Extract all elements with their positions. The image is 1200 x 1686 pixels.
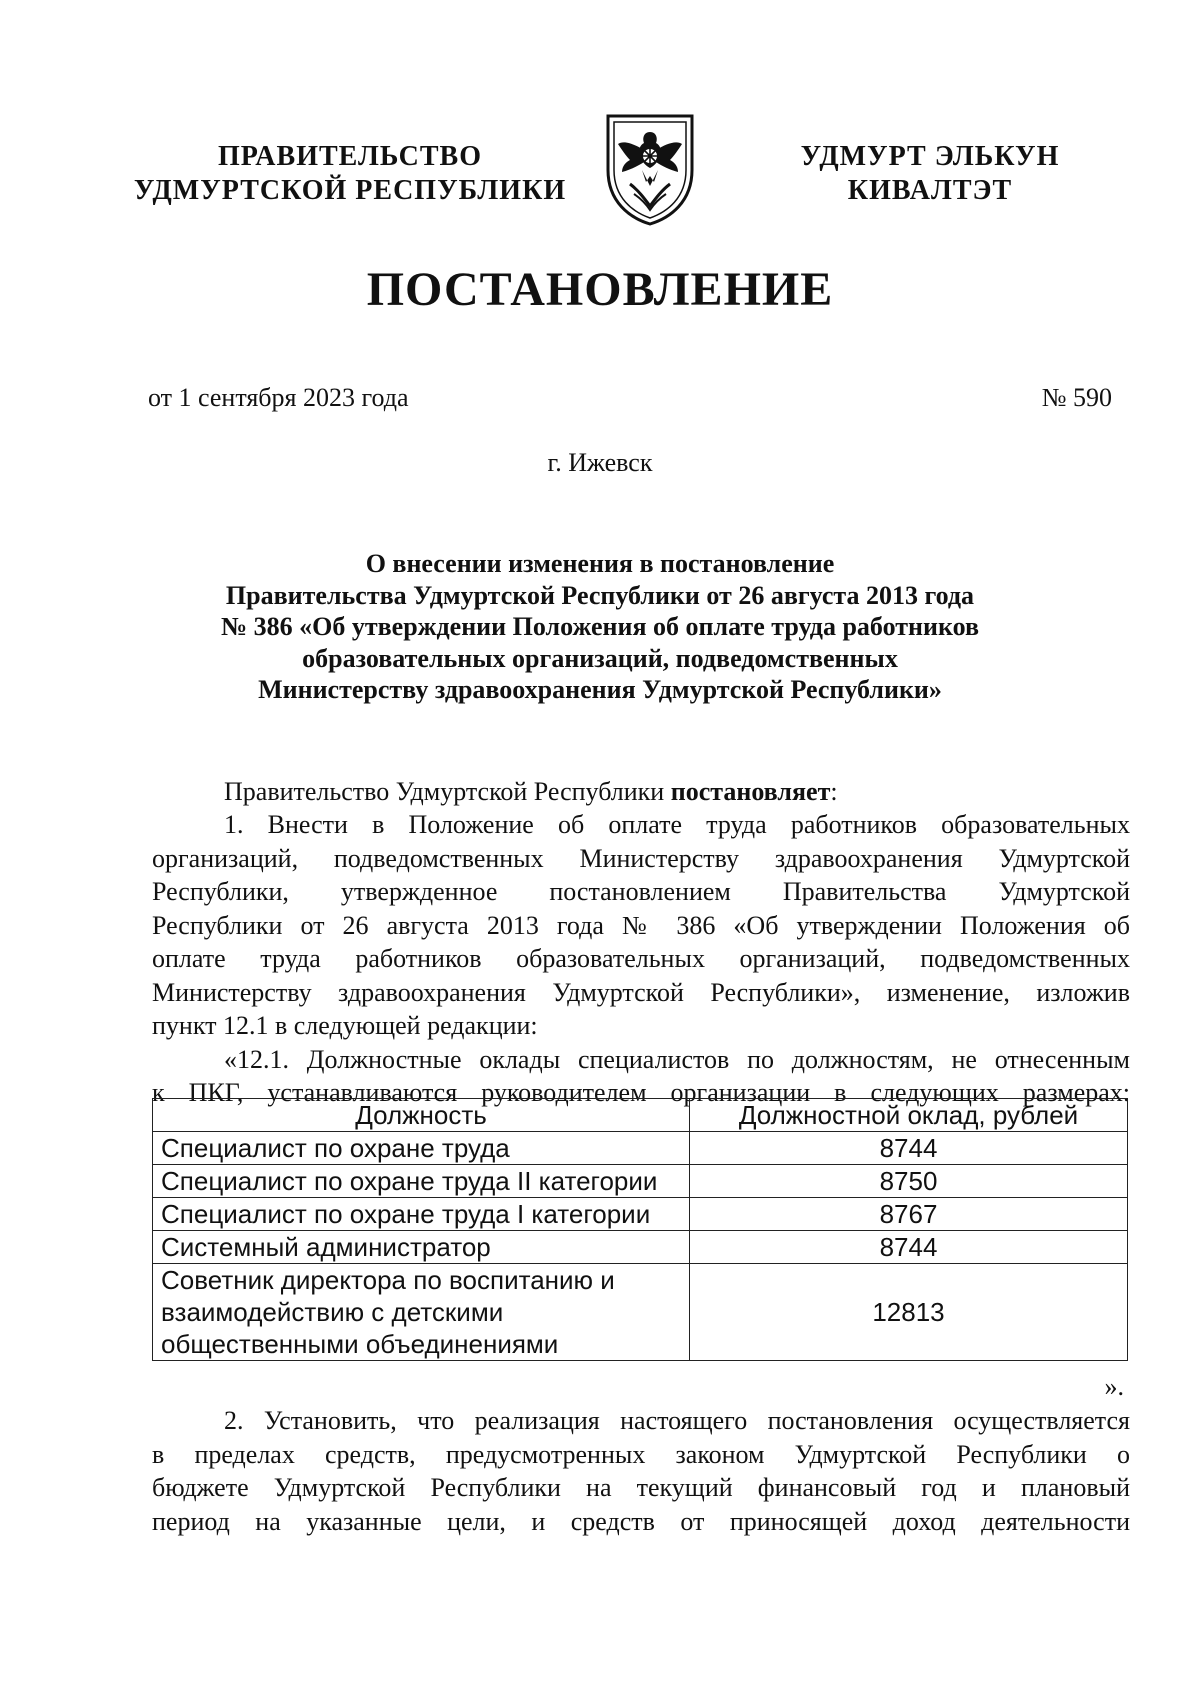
paragraph-line: к ПКГ, устанавливаются руководителем организации в следующих размерах: [152,1078,1130,1107]
udmurt-coat-of-arms-icon [600,110,700,226]
cell-position: Специалист по охране труда I категории [153,1198,690,1231]
intro-line [152,775,1130,809]
paragraph-line: Республики от 26 августа 2013 года № 386 «Об утверждении Положения об [152,910,1130,940]
cell-salary: 8744 [690,1231,1128,1264]
subject-line: Министерству здравоохранения Удмуртской Республики» [258,675,942,704]
cell-position-line: взаимодействию с детскими [161,1297,504,1327]
cell-salary: 8767 [690,1198,1128,1231]
paragraph-2 [152,1404,1130,1538]
paragraph-line: Министерству здравоохранения Удмуртской Республики», изменение, изложив [152,977,1130,1007]
government-name-line2: УДМУРТСКОЙ РЕСПУБЛИКИ [133,175,567,206]
table-row [153,1264,1128,1361]
cell-position: Специалист по охране труда II категории [153,1165,690,1198]
table-row [153,1132,1128,1165]
document-number: № 590 [1041,383,1112,412]
column-header-position: Должность [153,1099,690,1132]
cell-position: Специалист по охране труда [153,1132,690,1165]
table-row [153,1165,1128,1198]
paragraph-line: 2. Установить, что реализация настоящего постановления осуществляется [224,1406,1130,1435]
paragraph-line: организаций, подведомственных Министерству здравоохранения Удмуртской [152,843,1130,873]
intro-prefix: Правительство Удмуртской Республики [224,777,671,806]
government-name-russian [120,140,580,208]
paragraph-line: в пределах средств, предусмотренных законом Удмуртской Республики о [152,1439,1130,1469]
document-subject [150,548,1050,706]
cell-salary: 8744 [690,1132,1128,1165]
intro-suffix: : [830,777,838,806]
intro-verb: постановляет [670,777,831,806]
government-name-udmurt-line2: КИВАЛТЭТ [847,175,1013,206]
paragraph-line: 1. Внести в Положение об оплате труда работников образовательных [224,810,1130,839]
salary-table [152,1098,1128,1361]
subject-line: № 386 «Об утверждении Положения об оплате труда работников [220,612,979,641]
table-row [153,1231,1128,1264]
cell-position [153,1264,690,1361]
cell-salary: 12813 [690,1264,1128,1361]
cell-position-line: общественными объединениями [161,1329,559,1359]
paragraph-1 [152,808,1130,1110]
government-name-line1: ПРАВИТЕЛЬСТВО [218,141,482,172]
paragraph-line: бюджете Удмуртской Республики на текущий финансовый год и плановый [152,1473,1130,1502]
cell-salary: 8750 [690,1165,1128,1198]
government-name-udmurt-line1: УДМУРТ ЭЛЬКУН [800,141,1060,172]
paragraph-line: «12.1. Должностные оклады специалистов по должностям, не отнесенным [224,1044,1130,1074]
government-name-udmurt [770,140,1090,208]
subject-line: О внесении изменения в постановление [365,549,835,578]
table-row [153,1198,1128,1231]
intro-paragraph [152,775,1130,809]
cell-position-line: Советник директора по воспитанию и [161,1265,615,1295]
column-header-salary: Должностной оклад, рублей [690,1099,1128,1132]
cell-position: Системный администратор [153,1231,690,1264]
document-city: г. Ижевск [547,448,653,477]
paragraph-line: период на указанные цели, и средств от приносящей доход деятельности [152,1506,1130,1536]
subject-line: Правительства Удмуртской Республики от 26 августа 2013 года [225,580,975,610]
document-date: от 1 сентября 2023 года [148,383,409,412]
table-header-row [153,1099,1128,1132]
paragraph-line: оплате труда работников образовательных организаций, подведомственных [152,944,1130,973]
paragraph-line: пункт 12.1 в следующей редакции: [152,1011,538,1040]
document-title: ПОСТАНОВЛЕНИЕ [366,263,834,316]
paragraph-line: Республики, утвержденное постановлением Правительства Удмуртской [152,877,1130,906]
closing-quote: ». [1104,1372,1124,1401]
subject-line: образовательных организаций, подведомственных [302,643,898,673]
